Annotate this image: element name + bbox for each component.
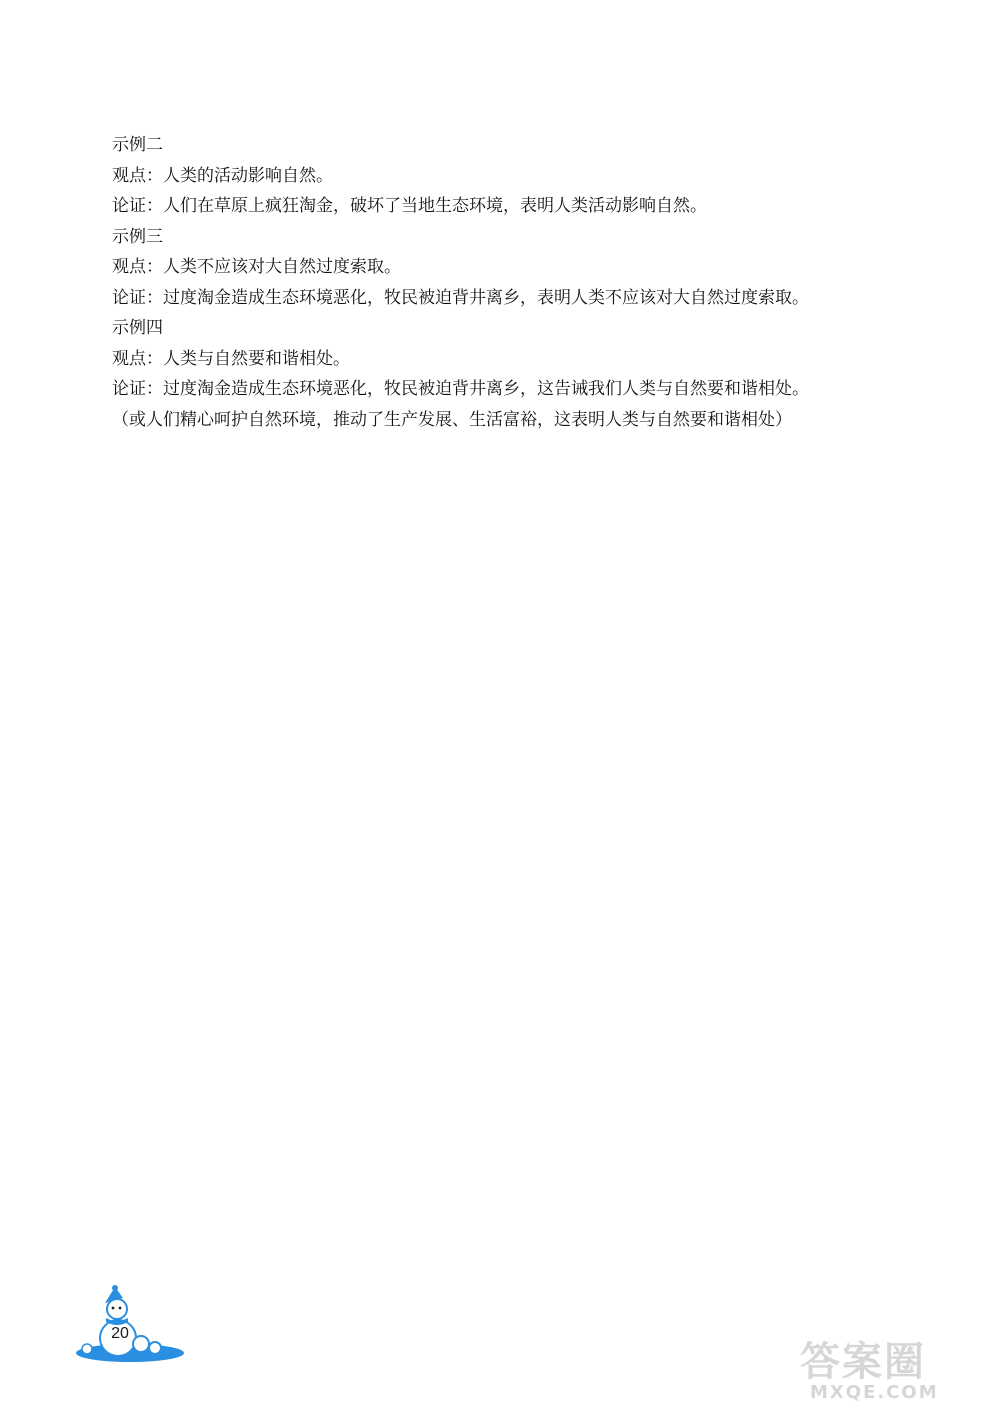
argument-line: 论证：过度淘金造成生态环境恶化，牧民被迫背井离乡，表明人类不应该对大自然过度索取。 <box>112 287 809 308</box>
alternative-note: （或人们精心呵护自然环境，推动了生产发展、生活富裕，这表明人类与自然要和谐相处） <box>112 409 792 430</box>
answer-content <box>112 130 912 435</box>
watermark-logo <box>790 1330 990 1410</box>
viewpoint-line: 观点：人类的活动影响自然。 <box>112 165 333 186</box>
watermark-domain: MXQE.COM <box>810 1382 939 1403</box>
viewpoint-line: 观点：人类不应该对大自然过度索取。 <box>112 257 401 277</box>
watermark-main: 答案圈 <box>800 1339 926 1385</box>
example-heading: 示例四 <box>112 318 163 338</box>
example-heading: 示例二 <box>112 135 163 155</box>
argument-line: 论证：人们在草原上疯狂淘金，破坏了当地生态环境，表明人类活动影响自然。 <box>112 196 707 216</box>
page-number: 20 <box>111 1325 129 1342</box>
argument-line: 论证：过度淘金造成生态环境恶化，牧民被迫背井离乡，这告诫我们人类与自然要和谐相处。 <box>112 379 809 399</box>
example-heading: 示例三 <box>112 226 163 247</box>
viewpoint-line: 观点：人类与自然要和谐相处。 <box>112 348 350 369</box>
